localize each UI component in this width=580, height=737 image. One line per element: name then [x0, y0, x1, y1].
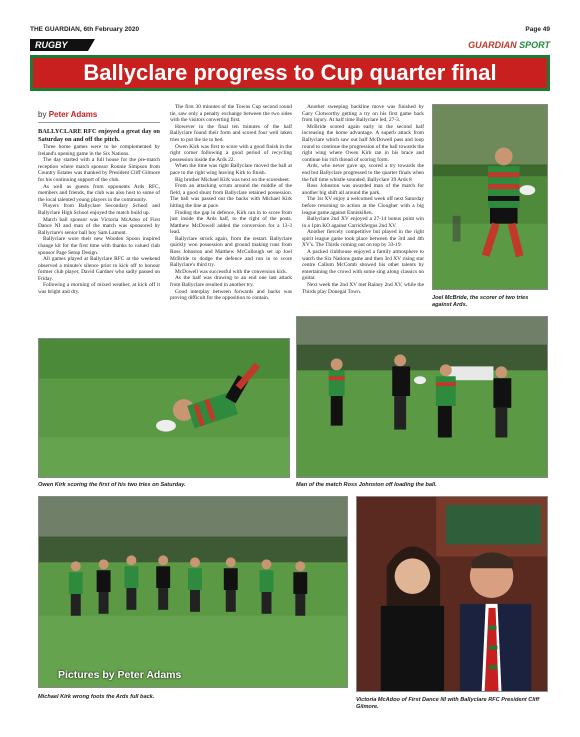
article-paragraph: Finding the gap in defence, Kirk ran in to score from just inside the Ards half, to the right of the posts. Matthew McDowell added the conversion for a 13-3 lead. [170, 209, 292, 236]
article-paragraph: Ballyclare struck again, from the restart. Ballyclare quickly won possession and ground making runs from Ross Johnston and Matthew McCullough set up Joel McBride to dodge the defence and run in to score Ballyclare's third try. [170, 235, 292, 269]
article-lead: BALLYCLARE RFC enjoyed a great day on Saturday on and off the pitch. [38, 128, 160, 143]
photo-michael-kirk [38, 496, 348, 688]
article-paragraph: However in the final ten minutes of the half Ballyclare found their form and scored four well taken tries to put the tie to bed. [170, 123, 292, 143]
article-paragraph: Ross Johnston was awarded man of the match for another big shift all around the park. [302, 183, 424, 196]
article-column-1 [38, 128, 160, 335]
article-paragraph: The 1st XV enjoy a welcomed week off next Saturday before returning to action at the Clougher with a big league game against Enniskillen. [302, 196, 424, 216]
article-paragraph: The day started with a full house for the pre-match reception where match sponsor Ronnie Simpson from Country Estates was thanked by President Cliff Gilmore for his continuing support of the club. [38, 157, 160, 183]
headline-box [30, 55, 550, 91]
photo-joel-mcbride-image [433, 105, 547, 289]
article-paragraph: Owen Kirk was first to score with a good finish in the right corner following a good period of recycling possession inside the Ards 22. [170, 143, 292, 163]
guardian-sport-logo [468, 39, 550, 51]
caption-michael-kirk: Michael Kirk wrong foots the Ards full back. [38, 694, 155, 700]
byline-prefix: by [38, 110, 47, 119]
caption-owen-kirk: Owen Kirk scoring the first of his two tries on Saturday. [38, 482, 186, 488]
article-paragraph: Ballyclare wore their new Wooden Spoon inspired change kit for the first time with thanks to valued club sponsor Page Setup Design. [38, 236, 160, 256]
article-paragraph: Match ball sponsor was Victoria McAdoo of First Dance NI and man of the match was sponsored by Ballyclare's senior ball boy Sam Lamont. [38, 216, 160, 236]
photo-owen-kirk [38, 338, 290, 478]
byline-author: Peter Adams [48, 110, 98, 119]
article-column-3 [302, 104, 424, 330]
article-paragraph: Players from Ballyclare Secondary School and Ballyclare High School enjoyed the match build up. [38, 203, 160, 216]
article-paragraph: Three home games were to be complemented by Ireland's opening game in the Six Nations. [38, 144, 160, 157]
article-paragraph: Good interplay between forwards and backs was proving difficult for the opposition to contain. [170, 288, 292, 302]
article-paragraph: As well as guests from opponents Ards RFC, members and friends, the club was also host to some of the local talented young players in the community. [38, 183, 160, 203]
article-paragraph: The first 30 minutes of the Towns Cup second round tie, saw only a penalty exchange between the two sides with the visitors converting first. [170, 104, 292, 124]
photo-credit: Pictures by Peter Adams [58, 669, 182, 681]
photo-joel-mcbride [432, 104, 548, 290]
photo-victoria-mcadoo [356, 496, 548, 692]
caption-joel-mcbride: Joel McBride, the scorer of two tries against Ards. [432, 295, 529, 308]
masthead-date: THE GUARDIAN, 6th February 2020 [30, 26, 140, 33]
article-paragraph: When the time was right Ballyclare moved the ball at pace to the right wing leaving Kirk to finish. [170, 163, 292, 176]
photo-ross-johnston [296, 316, 548, 478]
article-paragraph: McDowell was successful with the conversion kick. [175, 268, 288, 275]
masthead [30, 26, 550, 38]
headline: Ballyclare progress to Cup quarter final [83, 60, 497, 85]
photo-ross-johnston-image [297, 317, 547, 477]
caption-ross-johnston: Man of the match Ross Johnston off loading the ball. [296, 482, 437, 488]
article-paragraph: From an attacking scrum around the middle of the field, a good shunt from Ballyclare retained possession. The ball was passed out the backs with Michael Kirk hitting the line at pace. [170, 183, 292, 209]
section-tab-rugby: RUGBY [30, 39, 88, 51]
article-paragraph: Another sweeping backline move was finished by Gary Clotworthy getting a try on his first game back from injury. At half time Ballyclare led, 27-3. [302, 104, 424, 124]
photo-michael-kirk-image [39, 497, 347, 687]
photo-owen-kirk-image [39, 339, 289, 477]
article-paragraph: Big brother Michael Kirk was next on the scoresheet. [175, 176, 291, 183]
article-paragraph: Ballyclare 2nd XV enjoyed a 27-14 bonus point win in a 1pm KO against Carrickfergus 2nd XV. [302, 216, 424, 229]
byline-divider [38, 122, 160, 123]
byline [38, 110, 160, 119]
photo-victoria-mcadoo-image [357, 497, 547, 691]
brand-sport: SPORT [519, 40, 550, 50]
article-column-2 [170, 104, 292, 335]
article-paragraph: All games played at Ballyclare RFC at the weekend observed a minute's silence prior to kick off to honour former club player, David Gardner who sadly passed on Friday. [38, 256, 160, 282]
brand-guardian: GUARDIAN [468, 40, 517, 50]
section-bar [30, 39, 550, 51]
article-paragraph: McBride scored again early in the second half increasing the home advantage. A superb attack from Ballyclare which saw out half McDowell pass and loop round to continue the progression of the ball towards the right wing where Owen Kirk ran in his brace and continue his rich thread of scoring form. [302, 123, 424, 163]
page-number: Page 49 [525, 26, 550, 33]
article-paragraph: Ards, who never gave up, scored a try towards the end but Ballyclare progressed to the quarter finals when the full time whistle sounded. Ballyclare 39 Ards 8 [302, 163, 424, 183]
article-paragraph: Another fiercely competitive but played in the right spirit league game took place between the 3rd and 4th XV's. The Thirds coming out on top by 33-19. [302, 229, 424, 249]
article-paragraph: A packed clubhouse enjoyed a family atmosphere to watch the Six Nations game and then 3rd XV rising star centre Callum McComb showed his other talents by entertaining the crowd with some sing along classics on guitar. [302, 249, 424, 282]
article-paragraph: As the half was drawing to an end one last attack from Ballyclare resulted in another try. [170, 275, 292, 289]
caption-victoria-mcadoo: Victoria McAdoo of First Dance NI with Ballyclare RFC President Cliff Gilmore. [356, 697, 540, 710]
article-paragraph: Next week the 2nd XV met Rainey 2nd XV, while the Thirds play Donegal Town. [302, 282, 424, 295]
article-paragraph: Following a morning of mixed weather, at kick off it was bright and dry. [38, 282, 160, 296]
